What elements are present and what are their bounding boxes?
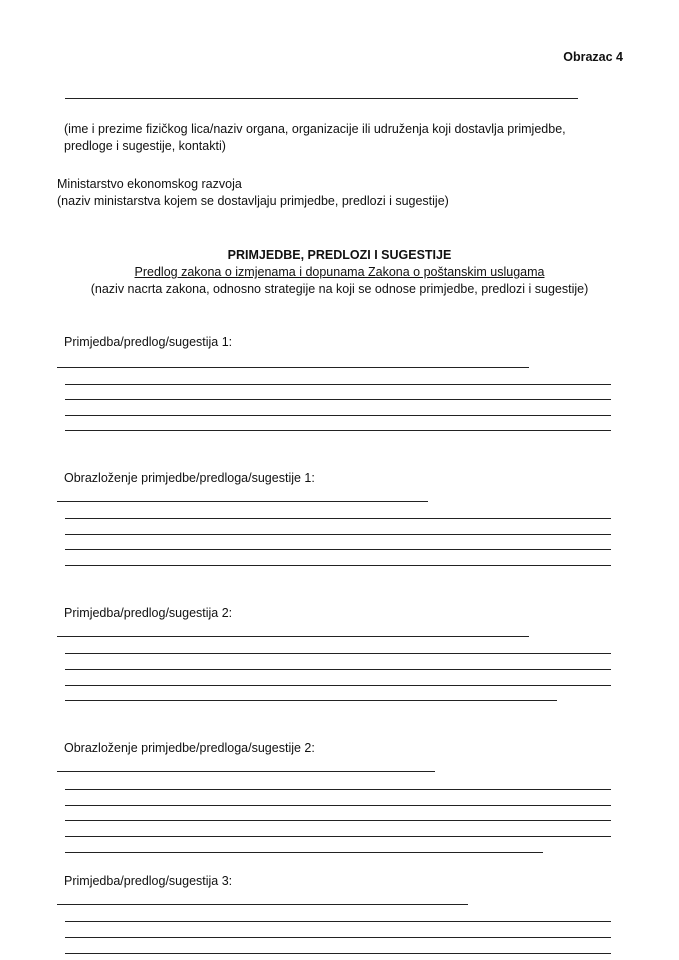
comment-2-label: Primjedba/predlog/sugestija 2: xyxy=(64,606,233,620)
ministry-caption: (naziv ministarstva kojem se dostavljaju primjedbe, predlozi i sugestije) xyxy=(57,194,449,208)
comment-1-first-line[interactable] xyxy=(57,367,529,368)
comment-3-label: Primjedba/predlog/sugestija 3: xyxy=(64,874,233,888)
submitter-caption-line1: (ime i prezime fizičkog lica/naziv organa, organizacije ili udruženja koji dostavlja primjedbe, xyxy=(64,122,566,136)
explanation-2-line[interactable] xyxy=(65,852,543,853)
comment-2-line[interactable] xyxy=(65,669,611,670)
explanation-2-line[interactable] xyxy=(65,820,611,821)
explanation-1-line[interactable] xyxy=(65,549,611,550)
law-name-caption: (naziv nacrta zakona, odnosno strategije na koji se odnose primjedbe, predlozi i sugestije) xyxy=(90,282,589,296)
explanation-1-line[interactable] xyxy=(65,565,611,566)
explanation-1-line[interactable] xyxy=(65,518,611,519)
ministry-name: Ministarstvo ekonomskog razvoja xyxy=(57,177,242,191)
comment-1-line[interactable] xyxy=(65,399,611,400)
explanation-1-line[interactable] xyxy=(65,534,611,535)
comment-3-line[interactable] xyxy=(65,921,611,922)
comment-1-line[interactable] xyxy=(65,384,611,385)
comment-1-label: Primjedba/predlog/sugestija 1: xyxy=(64,335,233,349)
document-title: PRIMJEDBE, PREDLOZI I SUGESTIJE xyxy=(227,248,452,262)
explanation-2-line[interactable] xyxy=(65,836,611,837)
comment-2-line[interactable] xyxy=(65,700,557,701)
submitter-caption-line2: predloge i sugestije, kontakti) xyxy=(64,139,226,153)
comment-3-line[interactable] xyxy=(65,953,611,954)
comment-2-line[interactable] xyxy=(65,685,611,686)
explanation-2-line[interactable] xyxy=(65,805,611,806)
explanation-2-label: Obrazloženje primjedbe/predloga/sugestije 2: xyxy=(64,741,315,755)
comment-1-line[interactable] xyxy=(65,430,611,431)
submitter-name-line[interactable] xyxy=(65,98,578,99)
comment-2-line[interactable] xyxy=(65,653,611,654)
explanation-2-first-line[interactable] xyxy=(57,771,435,772)
explanation-1-first-line[interactable] xyxy=(57,501,428,502)
form-number-label: Obrazac 4 xyxy=(563,50,623,64)
comment-3-line[interactable] xyxy=(65,937,611,938)
comment-1-line[interactable] xyxy=(65,415,611,416)
comment-3-first-line[interactable] xyxy=(57,904,468,905)
law-name: Predlog zakona o izmjenama i dopunama Zakona o poštanskim uslugama xyxy=(134,265,545,279)
explanation-2-line[interactable] xyxy=(65,789,611,790)
comment-2-first-line[interactable] xyxy=(57,636,529,637)
explanation-1-label: Obrazloženje primjedbe/predloga/sugestije 1: xyxy=(64,471,315,485)
